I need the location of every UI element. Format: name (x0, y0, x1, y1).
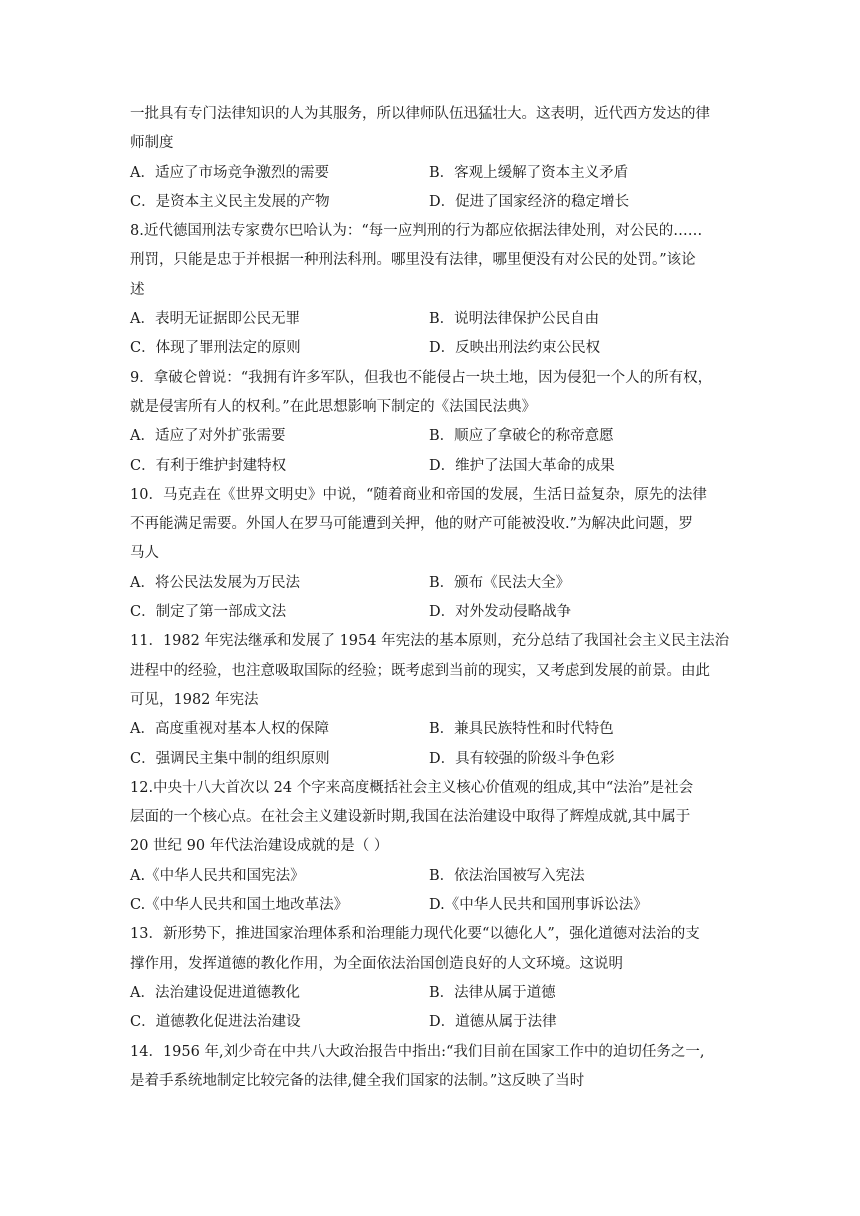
question-block (130, 774, 740, 920)
answer-option: A．表明无证据即公民无罪 (130, 311, 300, 328)
question-text-line: 可见，1982 年宪法 (130, 691, 259, 708)
option-row (130, 862, 740, 891)
option-row (130, 305, 740, 334)
question-text-line: 一批具有专门法律知识的人为其服务，所以律师队伍迅猛壮大。这表明，近代西方发达的律 (130, 106, 710, 122)
answer-option: A．适应了市场竞争激烈的需要 (130, 164, 329, 181)
option-row (130, 715, 740, 744)
question-text-line: 13．新形势下，推进国家治理体系和治理能力现代化要“以德化人”，强化道德对法治的支 (130, 926, 700, 943)
answer-option: C．强调民主集中制的组织原则 (130, 750, 330, 767)
answer-option: B．颁布《民法大全》 (429, 574, 571, 591)
question-text-line: 师制度 (130, 135, 174, 152)
question-block (130, 364, 740, 481)
option-row (130, 334, 740, 363)
question-block (130, 100, 740, 217)
answer-option: C．是资本主义民主发展的产物 (130, 193, 330, 210)
answer-option: D．道德从属于法律 (429, 1014, 557, 1031)
option-row (130, 188, 740, 217)
question-text-line: 11．1982 年宪法继承和发展了 1954 年宪法的基本原则，充分总结了我国社会主义民主法治 (130, 633, 730, 650)
question-text-line: 20 世纪 90 年代法治建设成就的是（ ） (130, 838, 389, 855)
question-block (130, 1038, 740, 1097)
question-block (130, 920, 740, 1037)
answer-option: A.《中华人民共和国宪法》 (130, 867, 305, 884)
question-text-line: 9．拿破仑曾说：“我拥有许多军队，但我也不能侵占一块土地，因为侵犯一个人的所有权， (130, 369, 713, 386)
answer-option: B．法律从属于道德 (429, 984, 556, 1001)
option-row (130, 745, 740, 774)
question-list (130, 100, 740, 1096)
answer-option: D．促进了国家经济的稳定增长 (429, 193, 630, 210)
answer-option: C．道德教化促进法治建设 (130, 1014, 301, 1031)
question-text-line: 层面的一个核心点。在社会主义建设新时期,我国在法治建设中取得了辉煌成就,其中属于 (130, 809, 691, 826)
question-text-line: 12.中央十八大首次以 24 个字来高度概括社会主义核心价值观的组成,其中“法治”是社会 (130, 779, 694, 796)
question-text-line: 就是侵害所有人的权利。”在此思想影响下制定的《法国民法典》 (130, 398, 537, 415)
answer-option: D．具有较强的阶级斗争色彩 (429, 750, 615, 767)
question-block (130, 481, 740, 627)
option-row (130, 979, 740, 1008)
option-row (130, 452, 740, 481)
question-text-line: 马人 (130, 545, 159, 562)
option-row (130, 569, 740, 598)
question-text-line: 撑作用，发挥道德的教化作用，为全面依法治国创造良好的人文环境。这说明 (130, 955, 623, 972)
question-text-line: 不再能满足需要。外国人在罗马可能遭到关押，他的财产可能被没收.”为解决此问题，罗 (130, 516, 694, 533)
question-text-line: 10．马克垚在《世界文明史》中说，“随着商业和帝国的发展，生活日益复杂，原先的法律 (130, 486, 707, 503)
option-row (130, 422, 740, 451)
answer-option: D．反映出刑法约束公民权 (429, 340, 601, 357)
answer-option: C.《中华人民共和国土地改革法》 (130, 897, 349, 914)
answer-option: A．高度重视对基本人权的保障 (130, 721, 329, 738)
answer-option: D.《中华人民共和国刑事诉讼法》 (429, 897, 648, 914)
option-row (130, 891, 740, 920)
answer-option: A．将公民法发展为万民法 (130, 574, 300, 591)
answer-option: C．有利于维护封建特权 (130, 457, 287, 474)
answer-option: A．适应了对外扩张需要 (130, 428, 286, 445)
question-text-line: 8.近代德国刑法专家费尔巴哈认为：“每一应判刑的行为都应依据法律处刑，对公民的…… (130, 223, 703, 240)
answer-option: B．顺应了拿破仑的称帝意愿 (429, 428, 614, 445)
answer-option: A．法治建设促进道德教化 (130, 984, 300, 1001)
question-text-line: 述 (130, 281, 145, 298)
answer-option: D．维护了法国大革命的成果 (429, 457, 615, 474)
answer-option: B．说明法律保护公民自由 (429, 311, 600, 328)
answer-option: C．制定了第一部成文法 (130, 604, 287, 621)
answer-option: B．兼具民族特性和时代特色 (429, 721, 614, 738)
question-text-line: 是着手系统地制定比较完备的法律,健全我们国家的法制。”这反映了当时 (130, 1072, 585, 1089)
question-text-line: 14．1956 年,刘少奇在中共八大政治报告中指出:“我们目前在国家工作中的迫切任务之一, (130, 1043, 705, 1060)
option-row (130, 159, 740, 188)
answer-option: B．客观上缓解了资本主义矛盾 (429, 164, 629, 181)
option-row (130, 1008, 740, 1037)
answer-option: D．对外发动侵略战争 (429, 604, 572, 621)
question-text-line: 进程中的经验，也注意吸取国际的经验；既考虑到当前的现实，又考虑到发展的前景。由此 (130, 662, 710, 679)
question-block (130, 217, 740, 363)
answer-option: B．依法治国被写入宪法 (429, 867, 585, 884)
question-block (130, 627, 740, 773)
answer-option: C．体现了罪刑法定的原则 (130, 340, 301, 357)
option-row (130, 598, 740, 627)
question-text-line: 刑罚，只能是忠于并根据一种刑法科刑。哪里没有法律，哪里便没有对公民的处罚。”该论 (130, 252, 696, 269)
